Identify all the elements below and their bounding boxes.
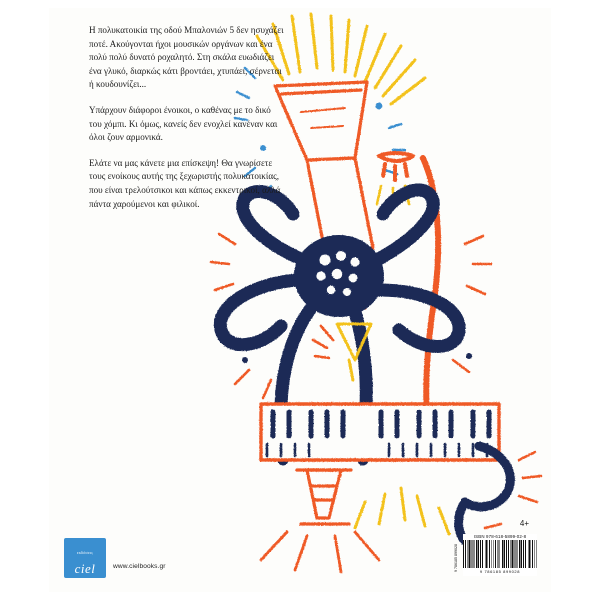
barcode (454, 534, 537, 576)
back-cover-blurb (89, 24, 285, 223)
barcode-bars (463, 540, 537, 568)
isbn-text: ISBN 978-618-5899-02-8 (473, 534, 527, 539)
publisher-logo-top-line: εκδόσεις (76, 550, 94, 555)
barcode-digits: 9 786185 899028 (479, 569, 521, 574)
book-back-cover (49, 8, 551, 592)
funnel-horn (275, 82, 373, 308)
barcode-side-digits: 9 786185 899028 (454, 544, 458, 572)
publisher-logo-word: ciel (74, 561, 96, 576)
age-marker: 4+ (519, 519, 529, 528)
orange-scribbles (211, 234, 491, 398)
publisher-website: www.cielbooks.gr (113, 563, 166, 570)
blurb-paragraph-1: Η πολυκατοικία της οδού Μπαλονιών 5 δεν ησυχάζει ποτέ. Ακούγονται ήχοι μουσικών οργάνων και ένα πολύ πολύ δυνατό ροχαλητό. Στη σκάλα ευωδιάζει ένα γλυκό, διαρκώς κάτι βροντάει, χτυπάει, σέρνεται ή κουδουνίζει... (89, 25, 284, 90)
traffic-cone (297, 470, 351, 524)
blurb-paragraph-2: Υπάρχουν διάφοροι ένοικοι, ο καθένας με το δικό του χόμπι. Κι όμως, κανείς δεν ενοχλεί κανέναν και όλοι ζουν αρμονικά. (89, 104, 278, 143)
publisher-logo (64, 538, 106, 578)
shower-head (379, 153, 413, 180)
piano-keyboard (261, 404, 499, 460)
yellow-triangle (337, 324, 371, 380)
blurb-paragraph-3: Ελάτε να μας κάνετε μια επίσκεψη! Θα γνωρίσετε τους ενοίκους αυτής της ξεχωριστής πολυκατοικίας, που είναι τρελούτσικοι και κάπως εκκεντρικοί, αλλά πάντα χαρούμενοι και φιλικοί. (89, 157, 281, 209)
spider-creature (220, 190, 459, 460)
orange-pipe (423, 158, 438, 416)
